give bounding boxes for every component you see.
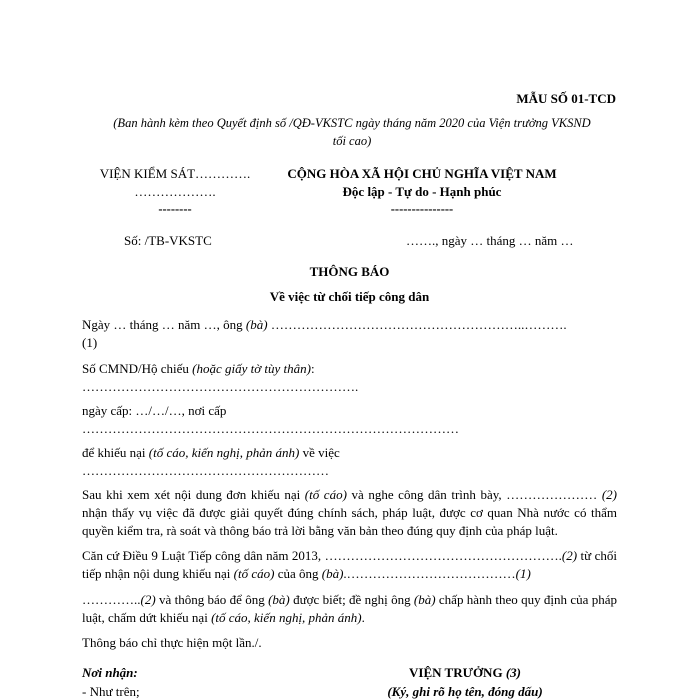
signature-note: (Ký, ghi rõ họ tên, đóng dấu) [387,684,543,699]
issuance-note-line1: (Ban hành kèm theo Quyết định số /QĐ-VKSTC ngày tháng năm 2020 của Viện trưởng VKSND [113,116,591,130]
id-document-line: Số CMND/Hộ chiếu (hoặc giấy tờ tùy thân): [82,361,315,376]
document-number: Số: /TB-VKSTC [124,233,212,248]
document-subtitle: Về việc từ chối tiếp công dân [269,289,430,304]
legal-basis-paragraph: Căn cứ Điều 9 Luật Tiếp công dân năm 2013, ……………………………………………….(2) từ chối tiếp nhận nội dung khiếu nại (tố cáo) của ông (bà).…………………………………(1) [82,548,617,581]
complaint-dots: ………………………………………………… [82,463,329,478]
issuance-note-line2: tối cao) [332,134,372,148]
complaint-line: để khiếu nại (tố cáo, kiến nghị, phản ánh) về việc [82,445,340,460]
review-paragraph: Sau khi xem xét nội dung đơn khiếu nại (tố cáo) và nghe công dân trình bày, ………………… (2) nhận thấy vụ việc đã được giải quyết đúng chính sách, pháp luật, được cơ quan Nhà nước có thẩm quyền kiểm tra, rà soát và thông báo trả lời bằng văn bản theo đúng quy định của pháp luật. [82,487,617,538]
national-motto: Độc lập - Tự do - Hạnh phúc [342,184,502,199]
id-document-dots: ………………………………………………………. [82,379,359,394]
issue-place-dots: …………………………………………………………………………… [82,421,459,436]
one-time-notice: Thông báo chỉ thực hiện một lần./. [82,635,262,650]
recipients-label: Nơi nhận: [82,665,138,680]
document-title: THÔNG BÁO [309,264,390,279]
agency-underline: -------- [158,202,192,216]
signer-title: VIỆN TRƯỞNG (3) [409,665,521,680]
notification-paragraph: …………..(2) và thông báo để ông (bà) được biết; đề nghị ông (bà) chấp hành theo quy định của pháp luật, chấm dứt khiếu nại (tố cáo, kiến nghị, phản ánh). [82,592,617,625]
citizen-name-line: Ngày … tháng … năm …, ông (bà) …………………………………………………..………. (1) [82,317,567,350]
motto-underline: --------------- [390,202,454,216]
place-date: ……., ngày … tháng … năm … [406,233,574,248]
agency-name: VIỆN KIỂM SÁT…………. [99,166,251,181]
nation-title: CỘNG HÒA XÃ HỘI CHỦ NGHĨA VIỆT NAM [287,166,557,181]
agency-name-line2: ………………. [134,184,216,199]
issue-date-line: ngày cấp: …/…/…, nơi cấp [82,403,227,418]
form-code: MẪU SỐ 01-TCD [516,91,616,106]
recipient-item: - Như trên; [82,684,140,699]
